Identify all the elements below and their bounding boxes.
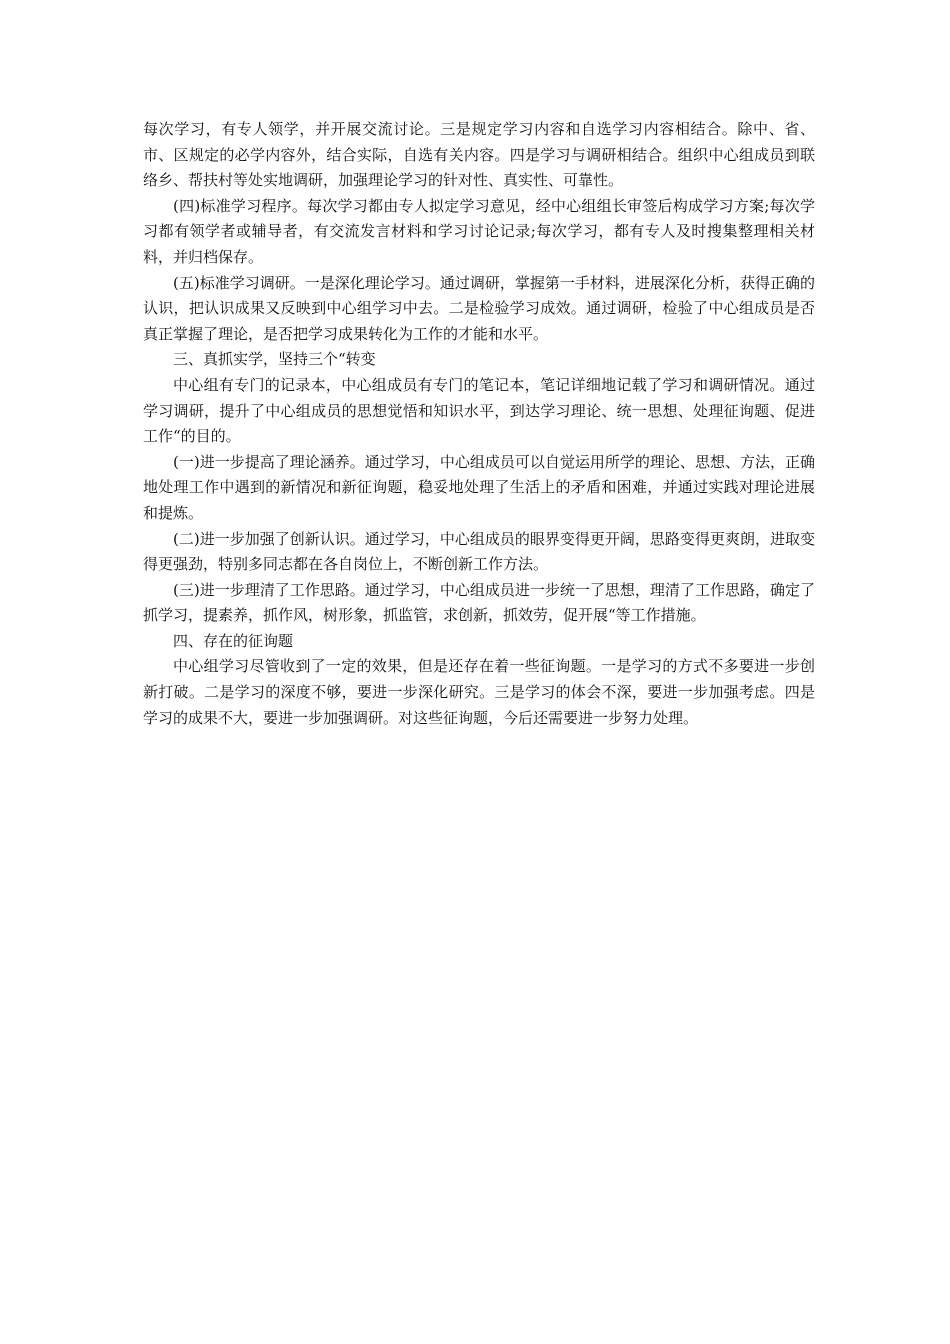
paragraph-study-methods: 每次学习，有专人领学，并开展交流讨论。三是规定学习内容和自选学习内容相结合。除中、省、市、区规定的必学内容外，结合实际，自选有关内容。四是学习与调研相结合。组织中心组成员到联络乡、帮扶村等处实地调研，加强理论学习的针对性、真实性、可靠性。 bbox=[143, 120, 815, 190]
paragraph-problems: 中心组学习尽管收到了一定的效果，但是还存在着一些征询题。一是学习的方式不多要进一步创新打破。二是学习的深度不够，要进一步深化研究。三是学习的体会不深，要进一步加强考虑。四是学习的成果不大，要进一步加强调研。对这些征询题，今后还需要进一步努力处理。 bbox=[143, 657, 815, 727]
paragraph-standard-research: (五)标准学习调研。一是深化理论学习。通过调研，掌握第一手材料，进展深化分析，获得正确的认识，把认识成果又反映到中心组学习中去。二是检验学习成效。通过调研，检验了中心组成员是否真正掌握了理论，是否把学习成果转化为工作的才能和水平。 bbox=[143, 273, 815, 343]
section-heading-four: 四、存在的征询题 bbox=[173, 631, 294, 650]
document-page bbox=[143, 117, 815, 731]
paragraph-standard-procedure: (四)标准学习程序。每次学习都由专人拟定学习意见，经中心组组长审签后构成学习方案;每次学习都有领学者或辅导者，有交流发言材料和学习讨论记录;每次学习，都有专人及时搜集整理相关材料，并归档保存。 bbox=[143, 196, 815, 266]
paragraph-records: 中心组有专门的记录本，中心组成员有专门的笔记本，笔记详细地记载了学习和调研情况。通过学习调研，提升了中心组成员的思想觉悟和知识水平，到达学习理论、统一思想、处理征询题、促进工作“的目的。 bbox=[143, 375, 815, 446]
section-heading-three: 三、真抓实学，坚持三个“转变 bbox=[173, 350, 376, 369]
paragraph-theory: (一)进一步提高了理论涵养。通过学习，中心组成员可以自觉运用所学的理论、思想、方法，正确地处理工作中遇到的新情况和新征询题，稳妥地处理了生活上的矛盾和困难，并通过实践对理论进展和提炼。 bbox=[143, 452, 815, 522]
paragraph-work-ideas: (三)进一步理清了工作思路。通过学习，中心组成员进一步统一了思想，理清了工作思路，确定了抓学习，提素养，抓作风，树形象，抓监管，求创新，抓效劳，促开展“等工作措施。 bbox=[143, 580, 815, 625]
paragraph-innovation: (二)进一步加强了创新认识。通过学习，中心组成员的眼界变得更开阔，思路变得更爽朗，进取变得更强劲，特别多同志都在各自岗位上，不断创新工作方法。 bbox=[143, 529, 815, 574]
